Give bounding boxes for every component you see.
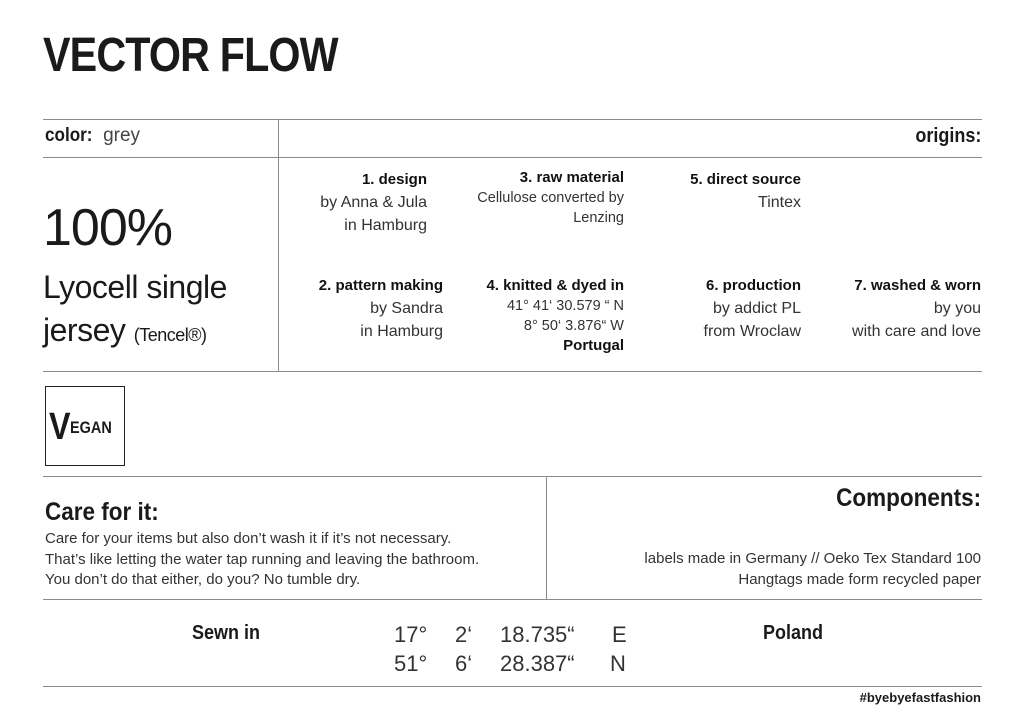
step-line: by you [933,300,981,317]
step-line: from Wroclaw [703,323,801,340]
components-line: labels made in Germany // Oeko Tex Standard 100 [644,550,981,567]
divider [43,599,982,600]
care-line: That’s like letting the water tap running and leaving the bathroom. [45,550,480,568]
page-title: VECTOR FLOW [43,29,338,82]
step-line: in Hamburg [360,323,443,340]
sewn-country: Poland [763,622,824,644]
coord-lat-sec: 28.387“ [500,651,575,676]
step-heading: 3. raw material [519,169,624,186]
vegan-badge-text: EGAN [70,418,112,437]
step-line: in Hamburg [344,217,427,234]
step-line: Cellulose converted by [477,190,624,206]
step-line: with care and love [852,323,981,340]
material-line-1: Lyocell single [43,269,227,305]
hashtag: #byebyefastfashion [859,690,981,705]
step-knitted-dyed [486,276,624,356]
step-heading: 7. washed & worn [854,277,981,294]
step-line: 41° 41‘ 30.579 “ N [506,298,624,314]
divider [43,119,982,120]
step-line: Tintex [758,194,801,211]
coord-lon-deg: 17° [394,622,428,647]
step-direct-source [690,168,801,214]
divider [43,686,982,687]
step-heading: 5. direct source [690,171,801,188]
step-line: by Sandra [370,300,443,317]
divider [546,476,547,599]
material-line-2: jersey [43,312,126,348]
divider [43,157,982,158]
care-line: Care for your items but also don’t wash it if it’s not necessary. [45,530,452,547]
step-line: by addict PL [712,300,801,317]
vegan-badge-v: V [49,406,71,448]
coord-lat-min: 6‘ [455,651,473,676]
components-heading: Components: [836,484,981,512]
step-raw-material [477,168,624,228]
vegan-badge [45,386,125,466]
care-text [45,529,479,591]
step-production [704,274,802,343]
divider [43,371,982,372]
step-washed-worn [852,274,981,343]
care-heading: Care for it: [45,498,159,526]
coord-lon-sec: 18.735“ [500,622,575,647]
step-heading: 2. pattern making [318,277,443,294]
origins-label: origins: [914,125,981,147]
divider [278,119,279,371]
color-info [45,125,140,147]
sewn-label: Sewn in [192,622,261,644]
care-line: You don’t do that either, do you? No tumble dry. [45,571,361,588]
color-label: color: [45,125,93,146]
step-line: by Anna & Jula [320,194,427,211]
step-heading: 4. knitted & dyed in [486,277,624,294]
step-line: Lenzing [573,210,624,226]
step-heading: 6. production [706,277,801,294]
components-text [644,548,981,590]
coord-lat-deg: 51° [394,651,428,676]
material-brand: (Tencel®) [133,325,207,345]
color-value: grey [103,125,141,146]
step-place: Portugal [563,337,624,354]
step-design [320,168,427,237]
components-line: Hangtags made form recycled paper [738,571,981,588]
step-heading: 1. design [361,171,427,188]
divider [43,476,982,477]
coord-lat-dir: N [610,651,626,676]
step-line: 8° 50‘ 3.876“ W [523,318,624,334]
coord-lon-min: 2‘ [455,622,473,647]
coord-lon-dir: E [612,622,627,647]
material-percent: 100% [43,199,172,257]
material-name [43,266,227,357]
step-pattern-making [319,274,443,343]
